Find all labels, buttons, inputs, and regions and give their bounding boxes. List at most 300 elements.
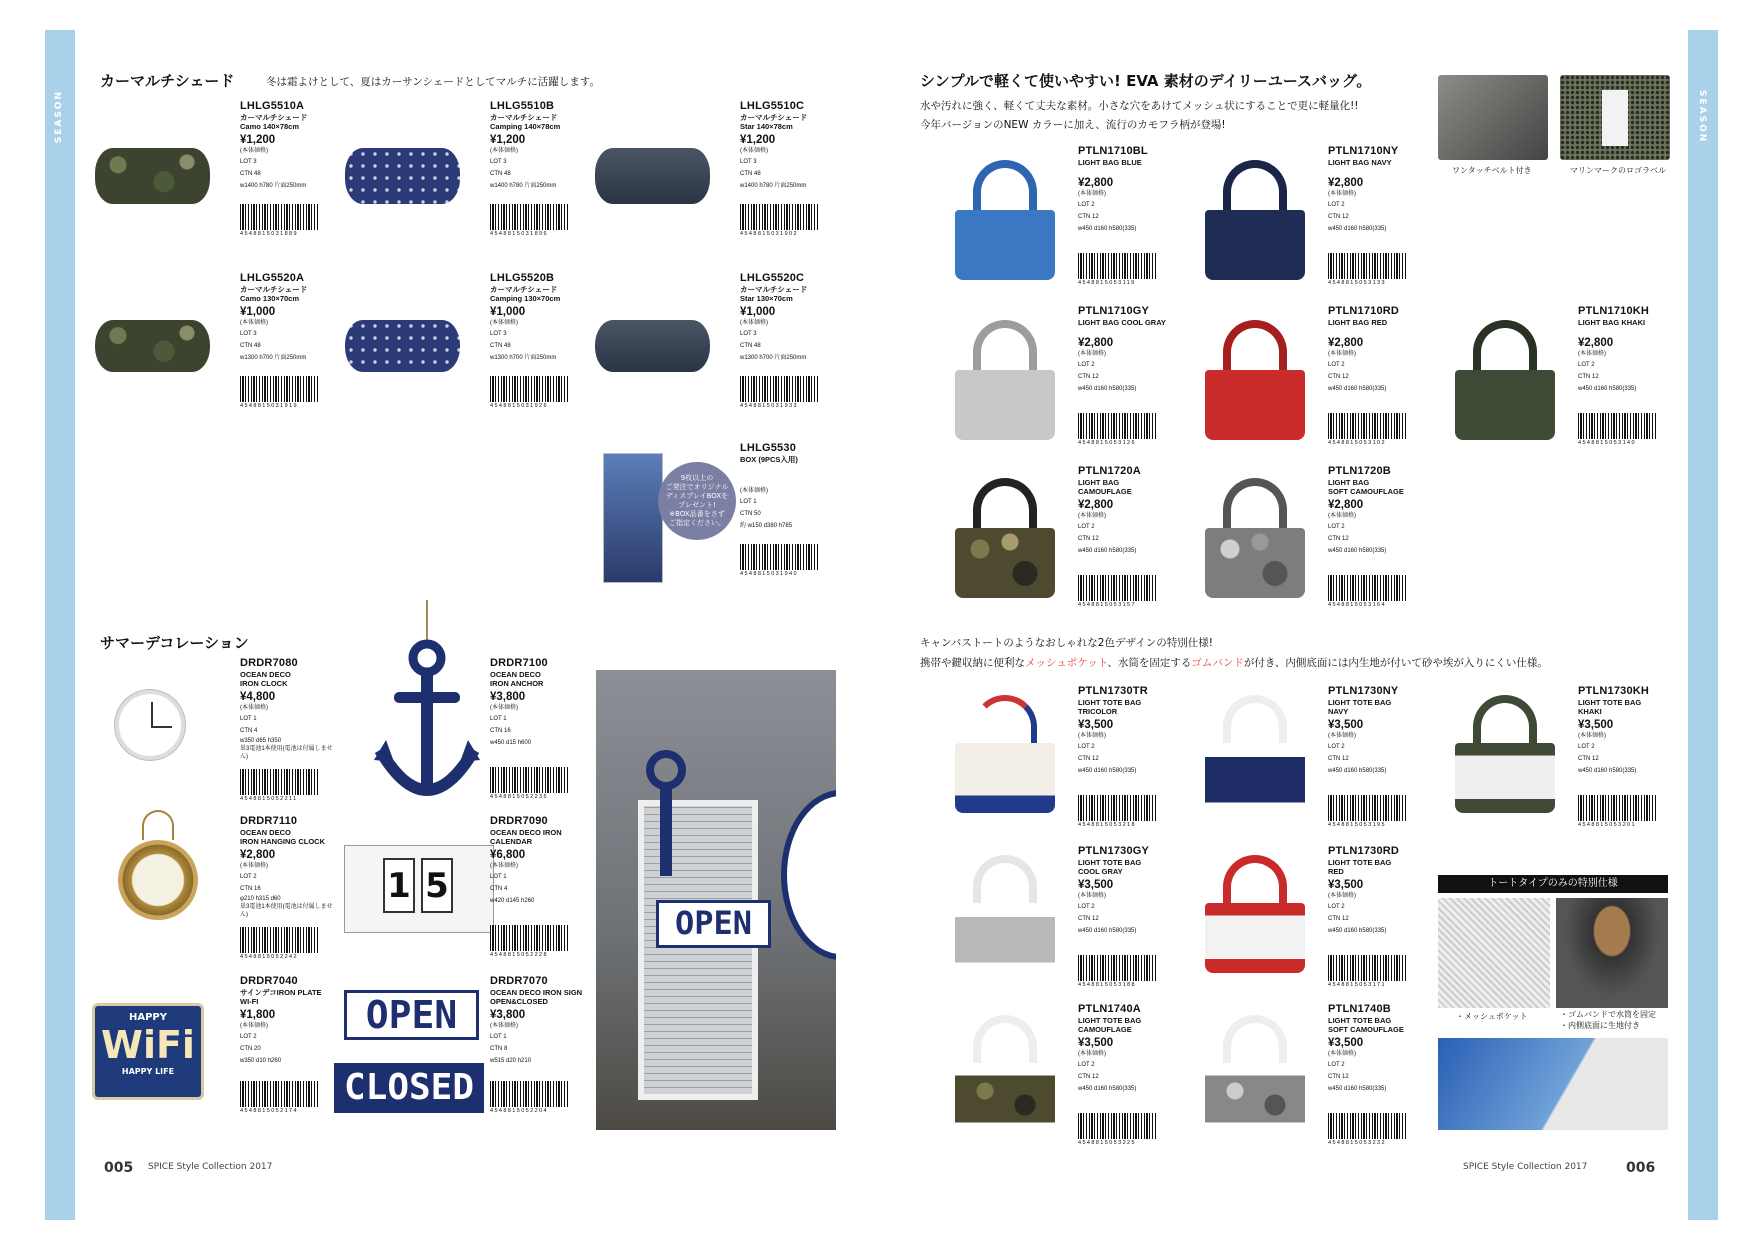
product-ctn: CTN 12 xyxy=(1328,1074,1349,1080)
barcode xyxy=(740,544,818,570)
bag-image-navy xyxy=(1205,160,1305,280)
product-code: PTLN1730NY xyxy=(1328,685,1399,697)
product-ctn: CTN 12 xyxy=(1078,1074,1099,1080)
open-sign-image: OPEN xyxy=(344,990,479,1040)
price-note: (本体価格) xyxy=(1328,351,1356,357)
product-code: DRDR7040 xyxy=(240,975,298,987)
product-ctn: CTN 48 xyxy=(740,171,761,177)
barcode xyxy=(490,767,568,793)
tote-image-navy xyxy=(1205,695,1305,815)
product-ctn: CTN 16 xyxy=(240,886,261,892)
photo-anchor-icon xyxy=(616,750,716,890)
product-price: ¥3,800 xyxy=(490,1009,526,1021)
calendar-digit: 1 xyxy=(383,858,415,913)
jan-code: 4548815052204 xyxy=(490,1108,548,1114)
product-size: w450 d160 h580(335) xyxy=(1078,1086,1137,1092)
wifi-sign-bottom: HAPPY LIFE xyxy=(121,1067,175,1076)
jan-code: 4548815052211 xyxy=(240,796,298,802)
product-size: w1300 h700 片面250mm xyxy=(740,355,807,361)
tote-image-gray xyxy=(955,855,1055,975)
section-title-eva-bag: シンプルで軽くて使いやすい! EVA 素材のデイリーユースバッグ。 xyxy=(920,72,1372,90)
product-code: LHLG5520B xyxy=(490,272,555,284)
product-code: LHLG5520C xyxy=(740,272,805,284)
product-price: ¥3,800 xyxy=(490,691,526,703)
product-code: LHLG5510C xyxy=(740,100,805,112)
product-code: LHLG5520A xyxy=(240,272,305,284)
product-name: LIGHT TOTE BAG RED xyxy=(1328,858,1392,876)
product-code: PTLN1740B xyxy=(1328,1003,1391,1015)
product-PTLN1730GY xyxy=(1078,845,1178,988)
lead-text: 、水筒を固定する xyxy=(1107,657,1192,669)
section-lead-eva-1: 水や汚れに強く、軽くて丈夫な素材。小さな穴をあけてメッシュ状にすることで更に軽量化!! xyxy=(920,100,1359,112)
jan-code: 4548815052174 xyxy=(240,1108,298,1114)
product-size: w350 d10 h260 xyxy=(240,1058,282,1064)
product-LHLG5520A xyxy=(240,272,340,409)
product-price: ¥1,200 xyxy=(740,134,776,146)
product-size: w450 d160 h580(335) xyxy=(1078,548,1137,554)
price-note: (本体価格) xyxy=(1328,893,1356,899)
price-note: (本体価格) xyxy=(240,148,268,154)
product-name: LIGHT BAG CAMOUFLAGE xyxy=(1078,478,1132,496)
product-size: w450 d160 h580(335) xyxy=(1328,928,1387,934)
rubber-band-caption: ・ゴムバンドで水筒を固定 ・内側底面に生地付き xyxy=(1560,1010,1656,1030)
product-code: PTLN1710BL xyxy=(1078,145,1148,157)
product-price: ¥2,800 xyxy=(1328,499,1364,511)
product-ctn: CTN 50 xyxy=(740,511,761,517)
barcode xyxy=(1078,1113,1156,1139)
product-lot: LOT 2 xyxy=(1328,904,1345,910)
special-spec-header: トートタイプのみの特別仕様 xyxy=(1438,875,1668,893)
section-lead-car-shade: 冬は霜よけとして、夏はカーサンシェードとしてマルチに活躍します。 xyxy=(266,76,600,88)
product-name: LIGHT BAG SOFT CAMOUFLAGE xyxy=(1328,478,1404,496)
product-lot: LOT 2 xyxy=(1078,1062,1095,1068)
detail-photo-belt xyxy=(1438,75,1548,160)
product-code: LHLG5510B xyxy=(490,100,555,112)
product-price: ¥1,000 xyxy=(240,306,276,318)
barcode xyxy=(490,1081,568,1107)
price-note: (本体価格) xyxy=(1078,1051,1106,1057)
product-ctn: CTN 12 xyxy=(1328,756,1349,762)
lead-highlight-band: ゴムバンド xyxy=(1191,657,1244,669)
product-code: PTLN1730KH xyxy=(1578,685,1650,697)
product-price: ¥1,200 xyxy=(490,134,526,146)
product-code: DRDR7110 xyxy=(240,815,298,827)
product-price: ¥3,500 xyxy=(1328,1037,1364,1049)
product-lot: LOT 1 xyxy=(490,716,507,722)
jan-code: 4548815031896 xyxy=(490,231,548,237)
section-lead-eva-2: 今年バージョンのNEW カラーに加え、流行のカモフラ柄が登場! xyxy=(920,119,1226,131)
jan-code: 4548815053140 xyxy=(1578,440,1636,446)
jan-code: 4548815053218 xyxy=(1078,822,1136,828)
product-size: w450 d160 h580(335) xyxy=(1328,386,1387,392)
product-name: LIGHT TOTE BAG COOL GRAY xyxy=(1078,858,1142,876)
product-PTLN1710RD xyxy=(1328,305,1428,446)
product-ctn: CTN 8 xyxy=(490,1046,508,1052)
product-DRDR7090 xyxy=(490,815,590,958)
lead-highlight-mesh: メッシュポケット xyxy=(1025,657,1108,669)
product-size: w1400 h780 片面250mm xyxy=(490,183,557,189)
tote-image-camo xyxy=(955,1015,1055,1135)
product-ctn: CTN 4 xyxy=(490,886,508,892)
product-ctn: CTN 48 xyxy=(240,171,261,177)
product-DRDR7110 xyxy=(240,815,340,960)
price-note: (本体価格) xyxy=(490,320,518,326)
display-box-image xyxy=(598,448,738,586)
product-lot: LOT 2 xyxy=(1328,744,1345,750)
product-code: PTLN1740A xyxy=(1078,1003,1141,1015)
product-name: カーマルチシェード Star 140×78cm xyxy=(740,113,808,131)
product-code: LHLG5530 xyxy=(740,442,797,454)
season-band-right xyxy=(1688,30,1718,1220)
product-size: w450 d160 h580(335) xyxy=(1578,386,1637,392)
product-ctn: CTN 48 xyxy=(240,343,261,349)
iron-clock-image xyxy=(115,690,185,760)
barcode xyxy=(1328,955,1406,981)
product-size: w450 d160 h580(335) xyxy=(1328,548,1387,554)
barcode xyxy=(740,204,818,230)
product-code: DRDR7080 xyxy=(240,657,298,669)
product-LHLG5520B xyxy=(490,272,590,409)
price-note: (本体価格) xyxy=(490,863,518,869)
product-code: PTLN1720A xyxy=(1078,465,1141,477)
product-lot: LOT 3 xyxy=(490,331,507,337)
product-name: OCEAN DECO IRON ANCHOR xyxy=(490,670,544,688)
jan-code: 4548815053164 xyxy=(1328,602,1386,608)
product-size: w515 d20 h210 xyxy=(490,1058,532,1064)
product-ctn: CTN 12 xyxy=(1078,536,1099,542)
lead-text: 携帯や鍵収納に便利な xyxy=(920,657,1025,669)
product-lot: LOT 2 xyxy=(1328,362,1345,368)
product-ctn: CTN 16 xyxy=(490,728,511,734)
product-name: LIGHT TOTE BAG KHAKI xyxy=(1578,698,1642,716)
wifi-sign-top: HAPPY xyxy=(128,1012,167,1023)
price-note: (本体価格) xyxy=(1078,191,1106,197)
product-size: w420 d145 h260 xyxy=(490,898,535,904)
product-PTLN1730RD xyxy=(1328,845,1428,988)
product-name: LIGHT BAG RED xyxy=(1328,318,1388,327)
jan-code: 4548815053126 xyxy=(1078,440,1136,446)
product-price: ¥2,800 xyxy=(1078,337,1114,349)
price-note: (本体価格) xyxy=(240,320,268,326)
product-code: PTLN1710RD xyxy=(1328,305,1400,317)
jan-code: 4548815031902 xyxy=(740,231,798,237)
price-note: (本体価格) xyxy=(490,705,518,711)
product-name: カーマルチシェード Camo 130×70cm xyxy=(240,285,308,303)
barcode xyxy=(1078,413,1156,439)
section-lead-tote-2 xyxy=(920,655,1548,670)
product-name: カーマルチシェード Camping 130×70cm xyxy=(490,285,561,303)
price-note: (本体価格) xyxy=(240,1023,268,1029)
barcode xyxy=(1078,253,1156,279)
product-lot: LOT 3 xyxy=(740,331,757,337)
product-PTLN1710NY xyxy=(1328,145,1428,286)
product-LHLG5510A xyxy=(240,100,340,237)
jan-code: 4548815053188 xyxy=(1078,982,1136,988)
season-label: SEASON xyxy=(1697,90,1707,144)
product-ctn: CTN 12 xyxy=(1578,374,1599,380)
jan-code: 4548815031919 xyxy=(240,403,298,409)
product-ctn: CTN 12 xyxy=(1078,756,1099,762)
price-note: (本体価格) xyxy=(240,705,268,711)
barcode xyxy=(740,376,818,402)
product-PTLN1740B xyxy=(1328,1003,1428,1146)
shade-image-camping xyxy=(345,148,460,204)
product-name: LIGHT BAG BLUE xyxy=(1078,158,1142,167)
barcode xyxy=(490,376,568,402)
product-size: w1400 h780 片面250mm xyxy=(240,183,307,189)
product-price: ¥1,200 xyxy=(240,134,276,146)
product-PTLN1710GY xyxy=(1078,305,1178,446)
barcode xyxy=(1078,795,1156,821)
season-label: SEASON xyxy=(54,90,64,144)
product-name: OCEAN DECO IRON SIGN OPEN&CLOSED xyxy=(490,988,583,1006)
section-lead-tote-1: キャンバストートのようなおしゃれな2色デザインの特別仕様! xyxy=(920,637,1213,649)
bag-image-gray xyxy=(955,320,1055,440)
calendar-image xyxy=(344,845,494,933)
product-DRDR7040 xyxy=(240,975,340,1114)
barcode xyxy=(1328,795,1406,821)
product-price: ¥2,800 xyxy=(240,849,276,861)
shade-image-camo xyxy=(95,320,210,372)
product-price: ¥3,500 xyxy=(1078,1037,1114,1049)
product-price: ¥3,500 xyxy=(1328,879,1364,891)
jan-code: 4548815053195 xyxy=(1328,822,1386,828)
section-title-summer-deco: サマーデコレーション xyxy=(100,634,249,652)
bag-image-blue xyxy=(955,160,1055,280)
product-code: DRDR7100 xyxy=(490,657,548,669)
product-lot: LOT 2 xyxy=(1078,904,1095,910)
product-DRDR7070 xyxy=(490,975,590,1114)
price-note: (本体価格) xyxy=(490,1023,518,1029)
product-LHLG5510C xyxy=(740,100,840,237)
product-PTLN1720A xyxy=(1078,465,1178,608)
box-promo-badge: 9枚以上の ご発注でオリジナル ディスプレイBOXを プレゼント! ※BOX品番をさず ご指定ください。 xyxy=(658,462,736,540)
product-ctn: CTN 12 xyxy=(1078,374,1099,380)
product-lot: LOT 1 xyxy=(490,874,507,880)
product-PTLN1710BL xyxy=(1078,145,1178,286)
product-ctn: CTN 12 xyxy=(1578,756,1599,762)
wifi-sign-image xyxy=(92,1003,204,1100)
price-note: (本体価格) xyxy=(1328,191,1356,197)
product-name: カーマルチシェード Camo 140×78cm xyxy=(240,113,308,131)
product-LHLG5530 xyxy=(740,442,840,577)
product-name: LIGHT TOTE BAG TRICOLOR xyxy=(1078,698,1142,716)
jan-code: 4548815052228 xyxy=(490,952,548,958)
barcode xyxy=(240,376,318,402)
product-PTLN1730TR xyxy=(1078,685,1178,828)
barcode xyxy=(1578,413,1656,439)
wifi-sign-main: WiFi xyxy=(101,1023,195,1067)
product-PTLN1730KH xyxy=(1578,685,1678,828)
product-price: ¥2,800 xyxy=(1078,177,1114,189)
product-lot: LOT 2 xyxy=(1328,524,1345,530)
product-ctn: CTN 12 xyxy=(1328,916,1349,922)
price-note: (本体価格) xyxy=(1078,513,1106,519)
jan-code: 4548815053133 xyxy=(1328,280,1386,286)
tote-image-red xyxy=(1205,855,1305,975)
product-price: ¥3,500 xyxy=(1578,719,1614,731)
product-size: w1400 h780 片面250mm xyxy=(740,183,807,189)
product-name: OCEAN DECO IRON HANGING CLOCK xyxy=(240,828,325,846)
barcode xyxy=(1328,253,1406,279)
product-name: BOX (9PCS入用) xyxy=(740,455,798,464)
price-note: (本体価格) xyxy=(1078,733,1106,739)
barcode xyxy=(240,927,318,953)
product-lot: LOT 2 xyxy=(1078,524,1095,530)
rubber-band-photo xyxy=(1556,898,1668,1008)
jan-code: 4548815053171 xyxy=(1328,982,1386,988)
price-note: (本体価格) xyxy=(1078,893,1106,899)
price-note: (本体価格) xyxy=(1578,733,1606,739)
product-price: ¥2,800 xyxy=(1328,177,1364,189)
product-size: w450 d160 h580(335) xyxy=(1078,928,1137,934)
product-code: PTLN1710GY xyxy=(1078,305,1150,317)
product-size: w450 d160 h580(335) xyxy=(1578,768,1637,774)
product-size: w450 d160 h580(335) xyxy=(1328,1086,1387,1092)
inner-lining-photo xyxy=(1438,1038,1668,1130)
product-lot: LOT 1 xyxy=(240,716,257,722)
price-note: (本体価格) xyxy=(1078,351,1106,357)
barcode xyxy=(490,204,568,230)
price-note: (本体価格) xyxy=(490,148,518,154)
product-size: 約 w150 d380 h785 xyxy=(740,523,793,529)
product-PTLN1740A xyxy=(1078,1003,1178,1146)
tote-image-soft-camo xyxy=(1205,1015,1305,1135)
product-lot: LOT 2 xyxy=(1078,202,1095,208)
product-price: ¥2,800 xyxy=(1578,337,1614,349)
price-note: (本体価格) xyxy=(740,488,768,494)
product-code: PTLN1730GY xyxy=(1078,845,1150,857)
product-price: ¥1,000 xyxy=(490,306,526,318)
bag-image-khaki xyxy=(1455,320,1555,440)
product-size: w1300 h700 片面250mm xyxy=(240,355,307,361)
calendar-digit: 5 xyxy=(421,858,453,913)
product-ctn: CTN 48 xyxy=(740,343,761,349)
barcode xyxy=(1328,413,1406,439)
product-DRDR7080 xyxy=(240,657,340,802)
jan-code: 4548815053232 xyxy=(1328,1140,1386,1146)
barcode xyxy=(240,769,318,795)
price-note: (本体価格) xyxy=(1578,351,1606,357)
product-size: w450 d160 h580(335) xyxy=(1328,768,1387,774)
product-lot: LOT 2 xyxy=(240,1034,257,1040)
barcode xyxy=(240,204,318,230)
price-note: (本体価格) xyxy=(240,863,268,869)
product-PTLN1710KH xyxy=(1578,305,1678,446)
product-name: OCEAN DECO IRON CALENDAR xyxy=(490,828,562,846)
product-ctn: CTN 12 xyxy=(1078,916,1099,922)
product-size: w450 d160 h580(335) xyxy=(1078,226,1137,232)
product-lot: LOT 3 xyxy=(740,159,757,165)
product-size: w350 d65 h350 単3電池1本使用(電池は付属しません) xyxy=(240,738,333,760)
product-code: PTLN1710KH xyxy=(1578,305,1650,317)
product-code: LHLG5510A xyxy=(240,100,305,112)
detail-caption-logo: マリンマークのロゴラベル xyxy=(1570,166,1666,175)
product-DRDR7100 xyxy=(490,657,590,800)
product-price: ¥1,000 xyxy=(740,306,776,318)
product-code: PTLN1730TR xyxy=(1078,685,1148,697)
product-price: ¥3,500 xyxy=(1328,719,1364,731)
product-size: w1300 h700 片面250mm xyxy=(490,355,557,361)
bag-image-soft-camo xyxy=(1205,478,1305,598)
product-name: サインデコIRON PLATE WI-FI xyxy=(240,988,322,1006)
shade-image-star xyxy=(595,320,710,372)
product-lot: LOT 2 xyxy=(240,874,257,880)
product-ctn: CTN 48 xyxy=(490,343,511,349)
shade-image-camo xyxy=(95,148,210,204)
product-size: φ210 h315 d60 単3電池1本使用(電池は付属しません) xyxy=(240,896,333,918)
shade-image-camping xyxy=(345,320,460,372)
section-title-car-shade: カーマルチシェード xyxy=(100,72,235,90)
detail-caption-belt: ワンタッチベルト付き xyxy=(1452,166,1532,175)
page-number-left: 005 xyxy=(104,1160,134,1176)
product-PTLN1720B xyxy=(1328,465,1428,608)
product-name: カーマルチシェード Camping 140×78cm xyxy=(490,113,561,131)
barcode xyxy=(1328,1113,1406,1139)
jan-code: 4548815053157 xyxy=(1078,602,1136,608)
product-lot: LOT 2 xyxy=(1078,362,1095,368)
product-lot: LOT 1 xyxy=(740,499,757,505)
product-price: ¥2,800 xyxy=(1078,499,1114,511)
product-lot: LOT 2 xyxy=(1578,362,1595,368)
jan-code: 4548815031940 xyxy=(740,571,798,577)
bag-image-camo xyxy=(955,478,1055,598)
lead-text: が付き、内側底面には内生地が付いて砂や埃が入りにくい仕様。 xyxy=(1243,657,1548,669)
jan-code: 4548815031889 xyxy=(240,231,298,237)
product-code: DRDR7070 xyxy=(490,975,548,987)
product-name: LIGHT BAG KHAKI xyxy=(1578,318,1646,327)
iron-anchor-image xyxy=(372,600,482,815)
footer-left: SPICE Style Collection 2017 xyxy=(148,1162,273,1172)
jan-code: 4548815053102 xyxy=(1328,440,1386,446)
barcode xyxy=(1078,955,1156,981)
price-note: (本体価格) xyxy=(740,148,768,154)
jan-code: 4548815052235 xyxy=(490,794,548,800)
product-size: w450 d160 h580(335) xyxy=(1078,386,1137,392)
season-band-left xyxy=(45,30,75,1220)
jan-code: 4548815031926 xyxy=(490,403,548,409)
price-note: (本体価格) xyxy=(1328,513,1356,519)
product-code: PTLN1720B xyxy=(1328,465,1391,477)
barcode xyxy=(1078,575,1156,601)
barcode xyxy=(1578,795,1656,821)
product-lot: LOT 2 xyxy=(1078,744,1095,750)
product-name: OCEAN DECO IRON CLOCK xyxy=(240,670,291,688)
barcode xyxy=(1328,575,1406,601)
product-code: DRDR7090 xyxy=(490,815,548,827)
hanging-clock-image xyxy=(118,840,198,920)
hanging-chain-icon xyxy=(142,810,174,840)
closed-sign-image: CLOSED xyxy=(334,1063,484,1113)
mesh-pocket-photo xyxy=(1438,898,1550,1008)
product-ctn: CTN 12 xyxy=(1328,536,1349,542)
product-lot: LOT 2 xyxy=(1328,1062,1345,1068)
product-price: ¥3,500 xyxy=(1078,879,1114,891)
product-ctn: CTN 4 xyxy=(240,728,258,734)
product-ctn: CTN 20 xyxy=(240,1046,261,1052)
price-note: (本体価格) xyxy=(1328,1051,1356,1057)
tote-image-tricolor xyxy=(955,695,1055,815)
product-ctn: CTN 12 xyxy=(1328,374,1349,380)
detail-photo-logo-label xyxy=(1560,75,1670,160)
price-note: (本体価格) xyxy=(1328,733,1356,739)
product-ctn: CTN 48 xyxy=(490,171,511,177)
page-number-right: 006 xyxy=(1626,1160,1656,1176)
product-name: カーマルチシェード Star 130×70cm xyxy=(740,285,808,303)
footer-right: SPICE Style Collection 2017 xyxy=(1463,1162,1588,1172)
product-price: ¥4,800 xyxy=(240,691,276,703)
jan-code: 4548815052242 xyxy=(240,954,298,960)
